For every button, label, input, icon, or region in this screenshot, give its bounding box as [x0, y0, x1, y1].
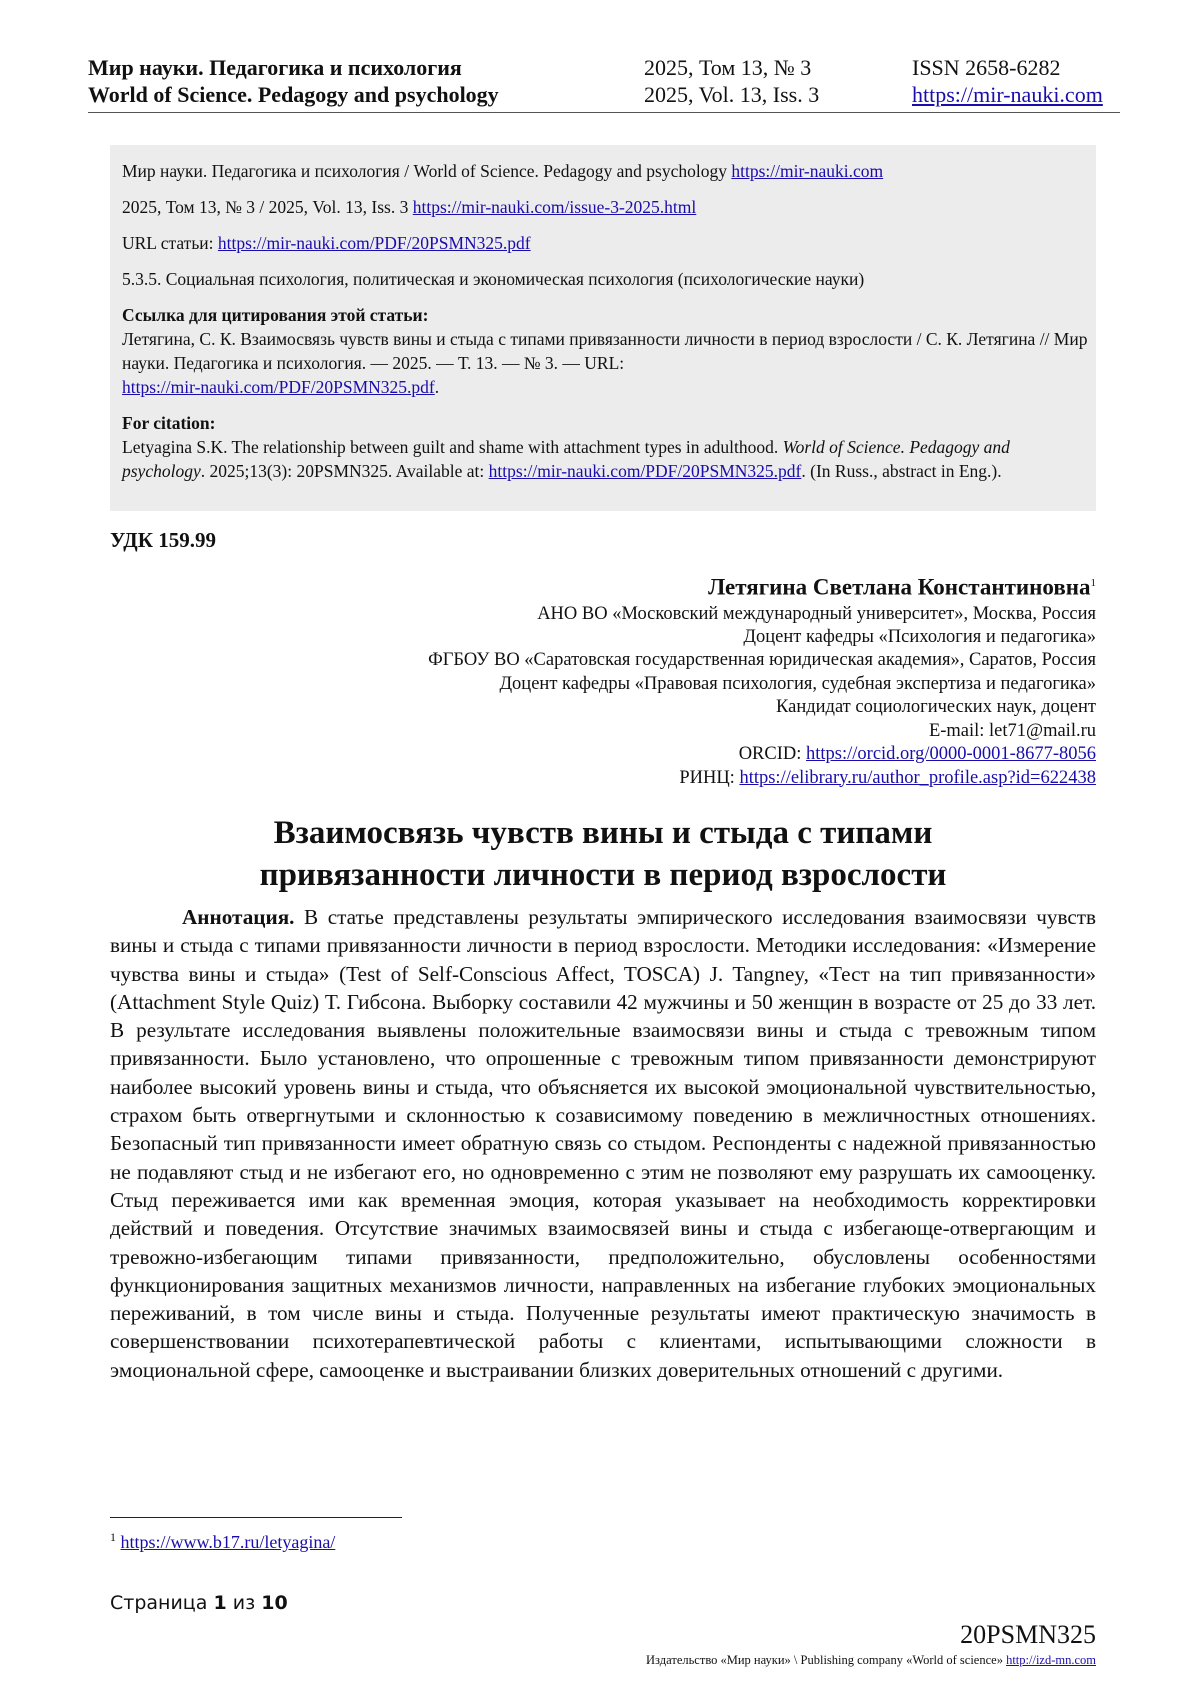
cite-en-text-2: . 2025;13(3): 20PSMN325. Available at:: [200, 461, 485, 481]
header-issn-block: [912, 54, 1103, 108]
abstract-label: Аннотация.: [182, 905, 295, 929]
author-block: [428, 568, 1096, 790]
cite-ru-block: [122, 303, 1088, 399]
page-total: 10: [261, 1592, 288, 1614]
author-degree: Кандидат социологических наук, доцент: [776, 697, 1096, 718]
author-rinc: [428, 767, 1096, 790]
page-word: Страница: [110, 1592, 208, 1614]
header-journal-en: World of Science. Pedagogy and psychology: [88, 82, 499, 107]
publisher-link[interactable]: http://izd-mn.com: [1006, 1653, 1096, 1667]
cite-en-heading: For citation:: [122, 413, 216, 433]
footnote-mark: 1: [110, 1530, 116, 1544]
publisher-line: [646, 1653, 1096, 1668]
page-number: [110, 1592, 288, 1614]
cite-article-url-label: URL статьи:: [122, 233, 214, 253]
orcid-link[interactable]: https://orcid.org/0000-0001-8677-8056: [806, 744, 1096, 765]
rinc-label: РИНЦ:: [679, 767, 735, 788]
footnote-link[interactable]: https://www.b17.ru/letyagina/: [120, 1532, 336, 1552]
cite-specialty: 5.3.5. Социальная психология, политическая и экономическая психология (психологические науки): [122, 269, 865, 289]
cite-en-block: [122, 411, 1088, 483]
title-line-1: Взаимосвязь чувств вины и стыда с типами: [273, 815, 933, 851]
cite-issue-link[interactable]: https://mir-nauki.com/issue-3-2025.html: [412, 197, 697, 217]
author-position-2: Доцент кафедры «Правовая психология, судебная экспертиза и педагогика»: [499, 673, 1096, 694]
cite-en-journal: World of Science. Pedagogy and psychology: [122, 437, 1010, 481]
cite-journal-text: Мир науки. Педагогика и психология / World of Science. Pedagogy and psychology: [122, 161, 727, 181]
cite-article-link[interactable]: https://mir-nauki.com/PDF/20PSMN325.pdf: [217, 233, 531, 253]
publisher-text: Издательство «Мир науки» \ Publishing company «World of science»: [646, 1653, 1003, 1667]
cite-ru-end: .: [434, 377, 440, 397]
author-affiliation-1: АНО ВО «Московский международный университет», Москва, Россия: [537, 603, 1096, 624]
abstract-text: В статье представлены результаты эмпирического исследования взаимосвязи чувств вины и стыда с типами привязанности личности в период взрослости. Методики исследования: «Измерение чувства вины и стыда» (Test of Self-Conscious Affect, TOSCA) J. Tangney, «Тест на тип привязанности» (Attachment Style Quiz) Т. Гибсона. Выборку составили 42 мужчины и 50 женщин в возрасте от 25 до 33 лет. В результате исследования выявлены положительные взаимосвязи вины и стыда с тревожным типом привязанности. Было установлено, что опрошенные с тревожным типом привязанности демонстрируют наиболее высокий уровень вины и стыда, что объясняется их высокой эмоциональной чувствительностью, страхом быть отвергнутыми и склонностью к созависимому поведению в межличностных отношениях. Безопасный тип привязанности имеет обратную связь со стыдом. Респонденты с надежной привязанностью не подавляют стыд и не избегают его, но одновременно с этим не позволяют ему разрушать их самооценку. Стыд переживается ими как временная эмоция, которая указывает на необходимость корректировки действий и поведения. Отсутствие значимых взаимосвязей вины и стыда с избегающе-отвергающим и тревожно-избегающим типами привязанности, предположительно, обусловлены особенностями функционирования защитных механизмов личности, направленных на избегание глубоких эмоциональных переживаний, в том числе вины и стыда. Полученные результаты имеют практическую значимость в совершенствовании психотерапевтической работы с клиентами, испытывающими сложности в эмоциональной сфере, самооценке и выстраивании близких доверительных отношений с другими.: [110, 905, 1097, 1382]
author-name: Летягина Светлана Константиновна: [708, 574, 1091, 600]
header-journal-ru: Мир науки. Педагогика и психология: [88, 55, 462, 80]
author-position-1: Доцент кафедры «Психология и педагогика»: [743, 627, 1096, 648]
cite-ru-link[interactable]: https://mir-nauki.com/PDF/20PSMN325.pdf: [122, 377, 435, 397]
footnote: [110, 1530, 335, 1553]
cite-ru-heading: Ссылка для цитирования этой статьи:: [122, 305, 429, 325]
author-email: E-mail: let71@mail.ru: [928, 720, 1096, 741]
rinc-link[interactable]: https://elibrary.ru/author_profile.asp?id=622438: [739, 767, 1096, 788]
author-affiliation-2: ФГБОУ ВО «Саратовская государственная юридическая академия», Саратов, Россия: [428, 650, 1096, 671]
cite-journal-link[interactable]: https://mir-nauki.com: [731, 161, 884, 181]
cite-en-link[interactable]: https://mir-nauki.com/PDF/20PSMN325.pdf: [488, 461, 802, 481]
header-issue-ru: 2025, Том 13, № 3: [644, 55, 812, 80]
header-site-link[interactable]: https://mir-nauki.com: [912, 82, 1103, 107]
article-title: [110, 812, 1096, 896]
header-issue-en: 2025, Vol. 13, Iss. 3: [644, 82, 820, 107]
udc-code: УДК 159.99: [110, 528, 216, 552]
header-issue: [644, 54, 819, 108]
document-id: 20PSMN325: [960, 1620, 1096, 1649]
cite-journal-line: [122, 159, 1088, 183]
cite-issue-text: 2025, Том 13, № 3 / 2025, Vol. 13, Iss. 3: [122, 197, 409, 217]
cite-en-text-3: . (In Russ., abstract in Eng.).: [801, 461, 1002, 481]
cite-issue-line: [122, 195, 1088, 219]
orcid-label: ORCID:: [738, 744, 802, 765]
running-header: [88, 54, 1120, 113]
author-name-line: [428, 568, 1096, 603]
page-of-word: из: [232, 1592, 256, 1614]
author-orcid: [428, 743, 1096, 766]
header-journal: [88, 54, 499, 108]
footnote-rule: [110, 1517, 402, 1518]
author-footnote-mark: 1: [1090, 577, 1096, 589]
cite-ru-text: Летягина, С. К. Взаимосвязь чувств вины и стыда с типами привязанности личности в период взрослости / С. К. Летягина // Мир науки. Педагогика и психология. — 2025. — Т. 13. — № 3. — URL:: [122, 329, 1088, 373]
cite-en-text-1: Letyagina S.K. The relationship between guilt and shame with attachment types in adulthood.: [122, 437, 779, 457]
abstract: [110, 903, 1096, 1384]
citation-box: [110, 145, 1096, 511]
cite-article-url-line: [122, 231, 1088, 255]
header-issn: ISSN 2658-6282: [912, 55, 1061, 80]
page-current: 1: [213, 1592, 227, 1614]
title-line-2: привязанности личности в период взрослости: [259, 857, 947, 893]
